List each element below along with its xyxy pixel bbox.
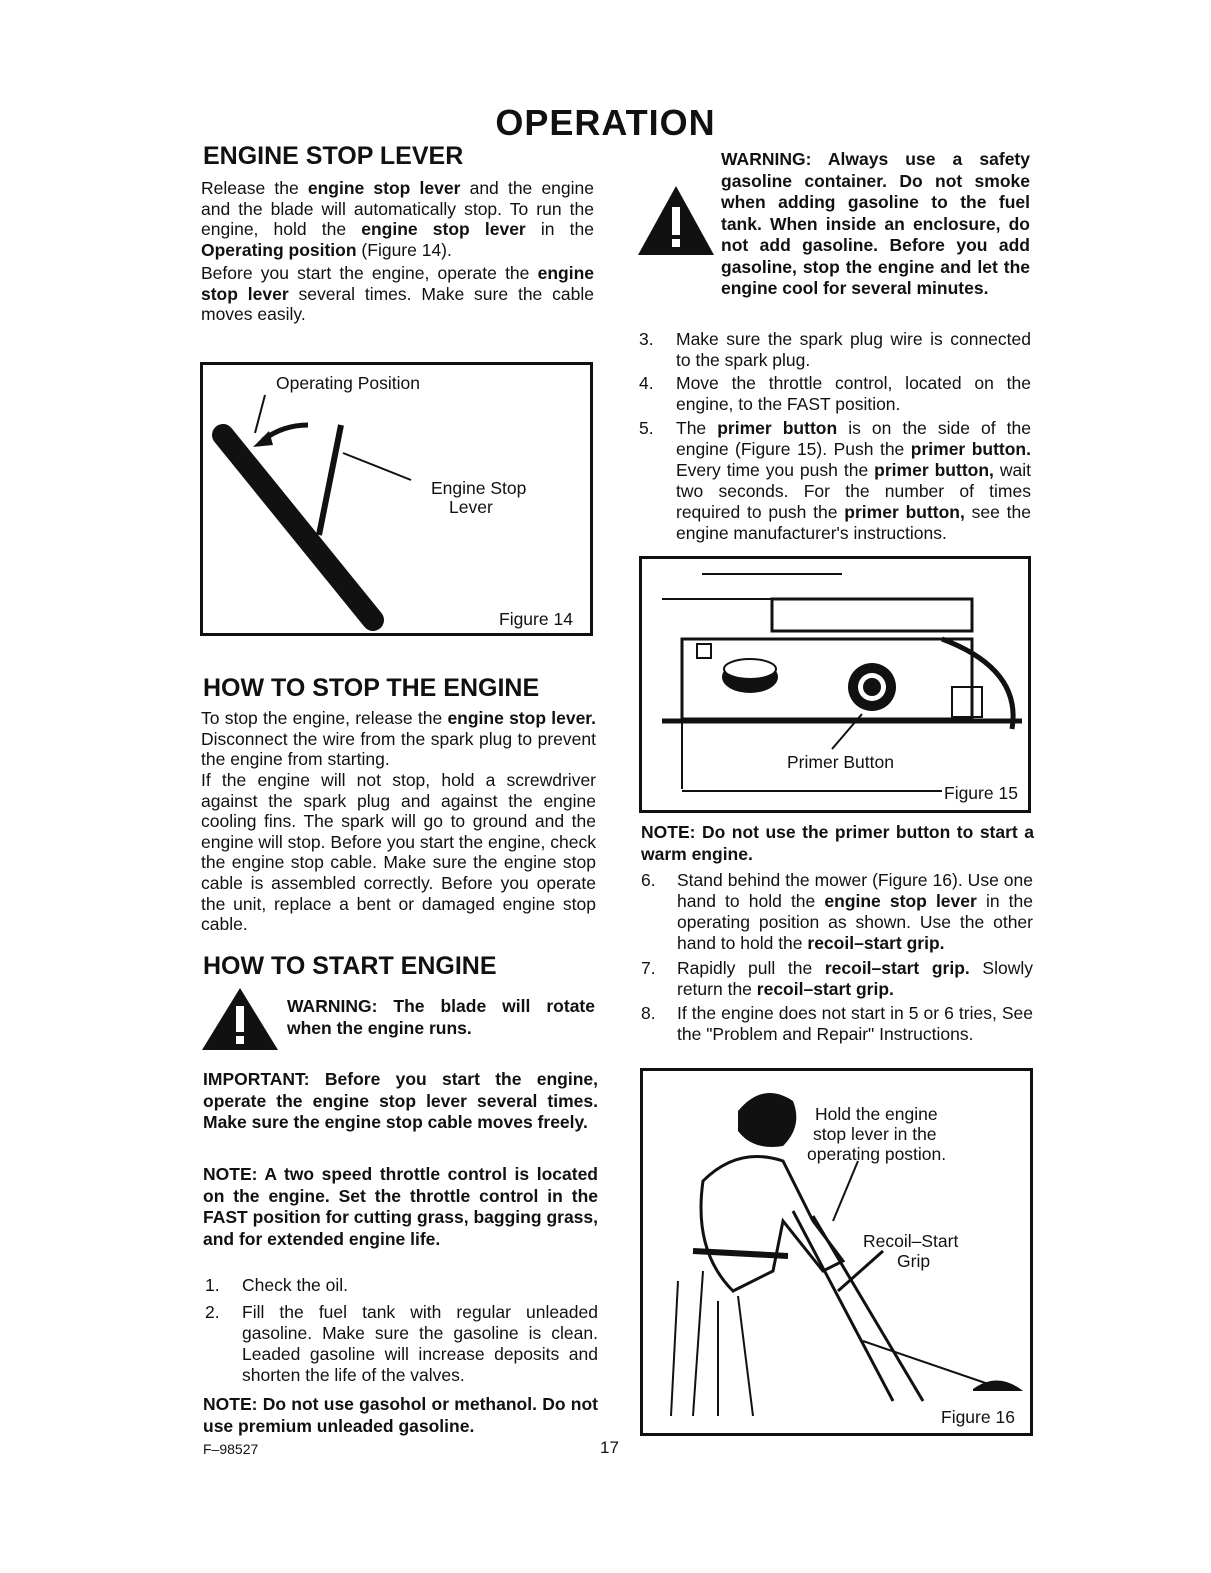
hold-lever-label-line1: Hold the engine <box>815 1104 938 1124</box>
engine-stop-lever-heading: ENGINE STOP LEVER <box>203 142 464 170</box>
hold-lever-label-line3: operating postion. <box>807 1144 947 1164</box>
hold-lever-label-line2: stop lever in the <box>813 1124 937 1144</box>
throttle-note: NOTE: A two speed throttle control is located on the engine. Set the throttle control in the FAST position for cutting grass, bagging grass, and for extended engine life. <box>203 1164 598 1249</box>
recoil-start-label-line1: Recoil–Start <box>863 1231 959 1251</box>
recoil-start-label-line2: Grip <box>897 1251 931 1271</box>
figure-15-caption: Figure 15 <box>944 783 1018 803</box>
figure-16 <box>640 1068 1033 1436</box>
figure-14-caption: Figure 14 <box>499 609 573 629</box>
engine-stop-label-line1: Engine Stop <box>431 478 527 498</box>
primer-note: NOTE: Do not use the primer button to start a warm engine. <box>641 822 1034 864</box>
page-number: 17 <box>600 1438 619 1457</box>
gasohol-note: NOTE: Do not use gasohol or methanol. Do not use premium unleaded gasoline. <box>203 1394 598 1436</box>
primer-button-label: Primer Button <box>787 752 894 772</box>
engine-stop-lever-illustration <box>203 365 590 633</box>
warning-triangle-icon <box>200 984 280 1054</box>
footer-code: F–98527 <box>203 1441 259 1457</box>
how-to-stop-heading: HOW TO STOP THE ENGINE <box>203 674 540 702</box>
fuel-safety-warning: WARNING: Always use a safety gasoline container. Do not smoke when adding gasoline to the fuel tank. When inside an enclosure, do not add gasoline. Before you add gasoline, stop the engine and let the engine cool for several minutes. <box>721 149 1030 298</box>
engine-stop-lever-paragraph-1: Release the engine stop lever and the engine and the blade will automatically stop. To run the engine, hold the engine stop lever in the Operating position (Figure 14). <box>201 178 594 260</box>
how-to-stop-paragraph-1: To stop the engine, release the engine stop lever. Disconnect the wire from the spark plug to prevent the engine from starting. <box>201 708 597 770</box>
figure-16-caption: Figure 16 <box>941 1407 1015 1427</box>
figure-15 <box>639 556 1031 813</box>
warning-triangle-icon <box>636 183 716 259</box>
how-to-start-heading: HOW TO START ENGINE <box>203 952 497 980</box>
engine-stop-label-line2: Lever <box>449 497 493 517</box>
engine-stop-lever-paragraph-2: Before you start the engine, operate the engine stop lever several times. Make sure the cable moves easily. <box>201 263 594 325</box>
figure-14 <box>200 362 593 636</box>
page-title: OPERATION <box>495 102 716 143</box>
engine-primer-illustration <box>642 559 1028 810</box>
important-notice: IMPORTANT: Before you start the engine, operate the engine stop lever several times. Make sure the engine stop cable moves freely. <box>203 1069 598 1132</box>
blade-rotate-warning: WARNING: The blade will rotate when the engine runs. <box>287 996 595 1038</box>
operating-position-label: Operating Position <box>276 373 420 393</box>
how-to-stop-paragraph-2: If the engine will not stop, hold a screwdriver against the spark plug and against the engine cooling fins. The spark will go to ground and the engine will stop. Before you start the engine, check the engine stop cable. Make sure the engine stop cable is assembled correctly. Before you operate the unit, replace a bent or damaged engine stop cable. <box>201 770 596 935</box>
